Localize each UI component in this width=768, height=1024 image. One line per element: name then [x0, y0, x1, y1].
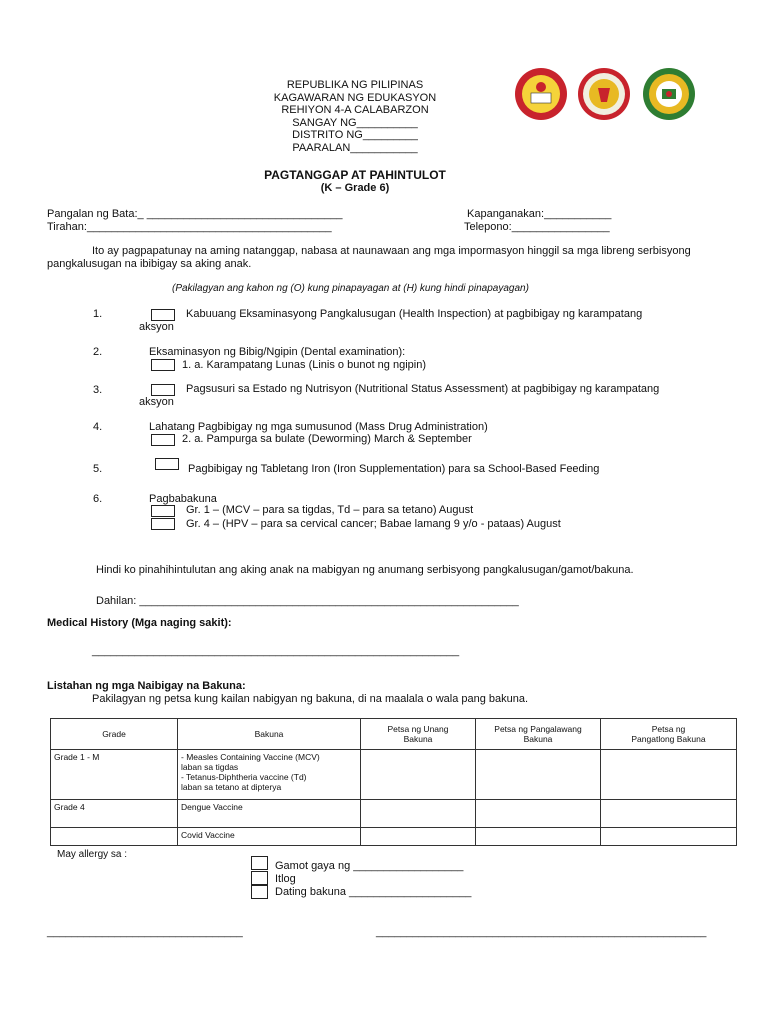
letterhead-line: REPUBLIKA NG PILIPINAS	[286, 79, 424, 91]
table-row	[51, 800, 737, 828]
form-title: PAGTANGGAP AT PAHINTULOT	[264, 168, 446, 182]
item-subtext: Gr. 4 – (HPV – para sa cervical cancer; Babae lamang 9 y/o - pataas) August	[186, 518, 561, 530]
column-header: Bakuna	[178, 719, 361, 750]
item-text: Pagbabakuna	[149, 493, 217, 505]
item-text: Eksaminasyon ng Bibig/Ngipin (Dental examination):	[149, 346, 406, 358]
item-number: 1.	[93, 308, 103, 320]
third-dose-date-cell[interactable]	[601, 800, 737, 828]
letterhead-line: SANGAY NG__________	[292, 116, 418, 129]
first-dose-date-cell[interactable]	[361, 750, 476, 800]
birthdate-field[interactable]: Kapanganakan:___________	[467, 208, 612, 220]
grade-cell: Grade 1 - M	[51, 750, 178, 800]
vaccine-cell: - Measles Containing Vaccine (MCV) laban sa tigdas - Tetanus-Diphtheria vaccine (Td) laban sa tetano at dipterya	[178, 750, 361, 800]
grade-cell	[51, 828, 178, 846]
health-inspection-checkbox[interactable]	[151, 309, 175, 321]
school-seals	[512, 66, 712, 122]
vaccine-table	[50, 718, 737, 846]
item-subtext: 2. a. Pampurga sa bulate (Deworming) March & September	[182, 433, 472, 445]
third-dose-date-cell[interactable]	[601, 828, 737, 846]
nutrition-assessment-checkbox[interactable]	[151, 384, 175, 396]
phone-field[interactable]: Telepono:________________	[464, 221, 610, 233]
letterhead	[230, 79, 480, 154]
iron-supplementation-checkbox[interactable]	[155, 458, 179, 470]
column-header: Petsa ng Pangatlong Bakuna	[601, 719, 737, 750]
table-row	[51, 828, 737, 846]
vaccine-list-note: Pakilagyan ng petsa kung kailan nabigyan ng bakuna, di na maalala o wala pang bakuna.	[92, 693, 529, 705]
item-subtext: Gr. 1 – (MCV – para sa tigdas, Td – para sa tetano) August	[186, 504, 474, 516]
refusal-statement: Hindi ko pinahihintulutan ang aking anak na mabigyan ng anumang serbisyong pangkalusugan/gamot/bakuna.	[96, 564, 634, 576]
signature-line-left[interactable]: ________________________________	[47, 926, 243, 938]
table-row	[51, 750, 737, 800]
item-number: 2.	[93, 346, 103, 358]
letterhead-line: KAGAWARAN NG EDUKASYON	[273, 91, 437, 104]
column-header: Petsa ng Unang Bakuna	[361, 719, 476, 750]
third-dose-date-cell[interactable]	[601, 750, 737, 800]
item-text-continued: aksyon	[139, 321, 174, 333]
second-dose-date-cell[interactable]	[476, 800, 601, 828]
item-text: Pagsusuri sa Estado ng Nutrisyon (Nutritional Status Assessment) at pagbibigay ng karampatang	[186, 383, 660, 395]
medicine-allergy-checkbox[interactable]	[251, 856, 268, 870]
dental-treatment-checkbox[interactable]	[151, 359, 175, 371]
first-dose-date-cell[interactable]	[361, 828, 476, 846]
letterhead-line: REHIYON 4-A CALABARZON	[281, 104, 429, 116]
allergy-label: May allergy sa :	[57, 849, 128, 860]
deped-seal-logo	[643, 68, 695, 120]
form-subtitle: (K – Grade 6)	[320, 182, 390, 194]
table-header-row	[51, 719, 737, 750]
grade4-vaccine-checkbox[interactable]	[151, 518, 175, 530]
medical-history-heading: Medical History (Mga naging sakit):	[47, 617, 232, 629]
allergy-option: Gamot gaya ng __________________	[275, 860, 464, 872]
child-name-field[interactable]: Pangalan ng Bata:_ ________________________________	[47, 208, 343, 220]
grade1-vaccine-checkbox[interactable]	[151, 505, 175, 517]
item-text-continued: aksyon	[139, 396, 174, 408]
vaccine-allergy-checkbox[interactable]	[251, 885, 268, 899]
grade-cell: Grade 4	[51, 800, 178, 828]
column-header: Petsa ng Pangalawang Bakuna	[476, 719, 601, 750]
column-header: Grade	[51, 719, 178, 750]
signature-line-right[interactable]: ______________________________________________________	[376, 926, 707, 938]
item-number: 3.	[93, 384, 103, 396]
item-number: 5.	[93, 463, 103, 475]
allergy-option: Dating bakuna ____________________	[275, 886, 472, 898]
item-text: Pagbibigay ng Tabletang Iron (Iron Supplementation) para sa School-Based Feeding	[188, 463, 600, 475]
item-number: 4.	[93, 421, 103, 433]
vaccine-cell: Covid Vaccine	[178, 828, 361, 846]
egg-allergy-checkbox[interactable]	[251, 871, 268, 885]
item-number: 6.	[93, 493, 103, 505]
intro-paragraph: Ito ay pagpapatunay na aming natanggap, nabasa at naunawaan ang mga impormasyon hinggil sa mga libreng serbisyong pangkalusugan na ibibigay sa aking anak.	[47, 245, 691, 270]
item-text: Kabuuang Eksaminasyong Pangkalusugan (Health Inspection) at pagbibigay ng karampatang	[186, 308, 643, 320]
school-seal-logo	[515, 68, 567, 120]
item-text: Lahatang Pagbibigay ng mga sumusunod (Mass Drug Administration)	[149, 421, 488, 433]
letterhead-line: DISTRITO NG_________	[292, 129, 418, 141]
address-field[interactable]: Tirahan:________________________________________	[47, 221, 332, 233]
division-seal-logo	[578, 68, 630, 120]
reason-field[interactable]: Dahilan: ______________________________________________________________	[96, 595, 519, 607]
letterhead-line: PAARALAN___________	[292, 141, 418, 154]
vaccine-cell: Dengue Vaccine	[178, 800, 361, 828]
vaccine-list-heading: Listahan ng mga Naibigay na Bakuna:	[47, 680, 246, 692]
instruction-text: (Pakilagyan ang kahon ng (O) kung pinapayagan at (H) kung hindi pinapayagan)	[172, 283, 529, 294]
deworming-checkbox[interactable]	[151, 434, 175, 446]
medical-history-field[interactable]: ____________________________________________________________	[92, 645, 460, 657]
second-dose-date-cell[interactable]	[476, 750, 601, 800]
first-dose-date-cell[interactable]	[361, 800, 476, 828]
item-subtext: 1. a. Karampatang Lunas (Linis o bunot ng ngipin)	[182, 359, 426, 371]
allergy-option: Itlog	[275, 873, 296, 885]
second-dose-date-cell[interactable]	[476, 828, 601, 846]
